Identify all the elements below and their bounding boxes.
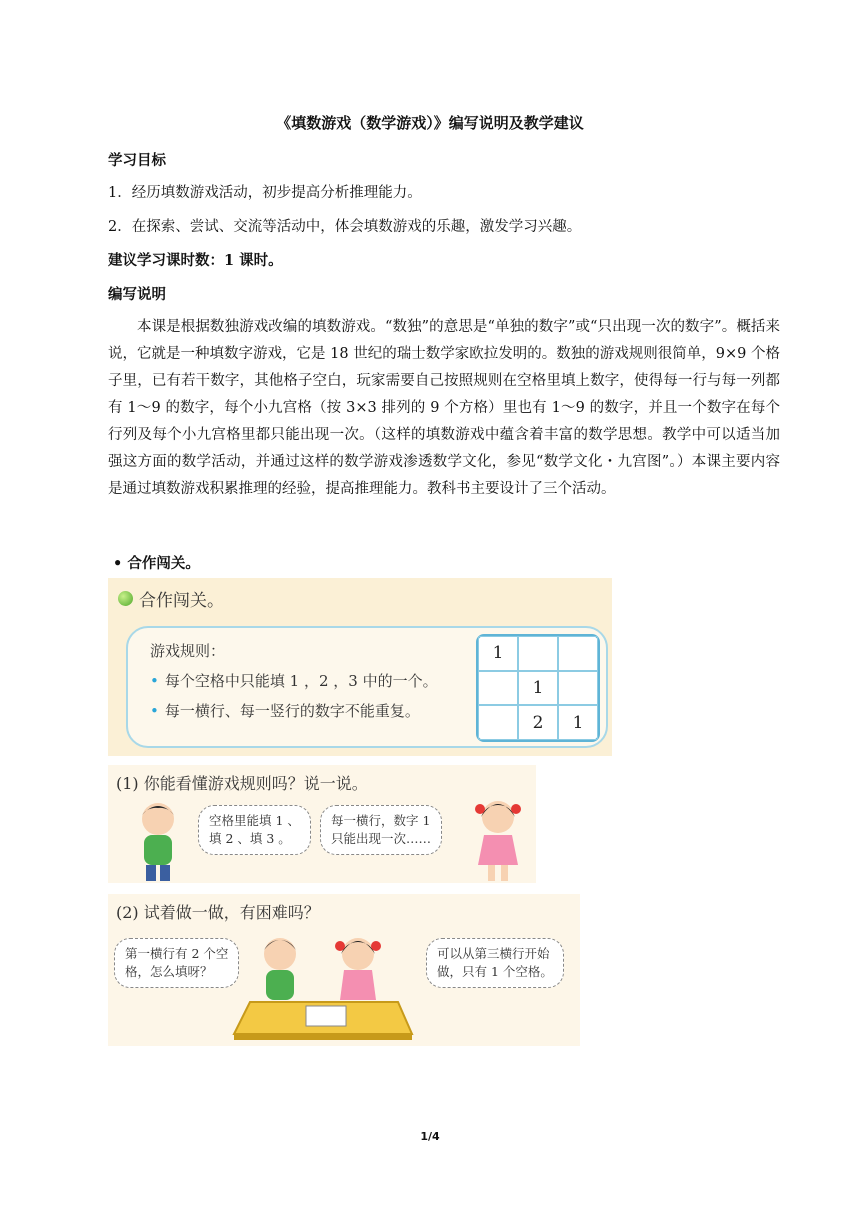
- speech-bubble-right: [426, 938, 564, 988]
- objective-item-2: 2．在探索、尝试、交流等活动中，体会填数游戏的乐趣，激发学习兴趣。: [108, 219, 582, 235]
- grid-cell: 1: [518, 671, 558, 706]
- bubble-line: 每一横行，数字 1: [331, 813, 431, 828]
- rules-box: [126, 626, 608, 748]
- bubble-line: 做，只有 1 个空格。: [437, 964, 553, 979]
- bubble-line: 格，怎么填呀？: [125, 964, 213, 979]
- figure-question-2-panel: [108, 894, 580, 1046]
- boy-illustration: [128, 799, 188, 883]
- grid-cell: [518, 636, 558, 671]
- rules-title: 游戏规则：: [150, 642, 226, 660]
- grid-cell: [558, 671, 598, 706]
- figure-question-1-panel: [108, 765, 536, 883]
- number-grid: [476, 634, 600, 742]
- speech-bubble-left: [114, 938, 239, 988]
- bullet-icon: •: [150, 672, 159, 690]
- figure-heading-text: 合作闯关。: [139, 591, 224, 611]
- rule-item-2: [150, 700, 420, 721]
- rule-item-1-text: 每个空格中只能填 1 ，2 ，3 中的一个。: [164, 672, 438, 690]
- figure-cooperation-panel: [108, 578, 612, 756]
- rule-item-2-text: 每一横行、每一竖行的数字不能重复。: [164, 702, 420, 720]
- page-number: 1/4: [420, 1130, 440, 1143]
- grid-cell: [478, 671, 518, 706]
- bubble-line: 填 2 、填 3 。: [209, 831, 291, 846]
- speech-bubble-left: [198, 805, 311, 855]
- children-at-table-illustration: [228, 922, 418, 1044]
- grid-cell: 1: [558, 705, 598, 740]
- figure-heading: [118, 586, 224, 611]
- bullet-icon: •: [150, 702, 159, 720]
- bubble-line: 第一横行有 2 个空: [125, 946, 229, 961]
- objectives-heading: 学习目标: [108, 152, 166, 169]
- grid-cell: [558, 636, 598, 671]
- bubble-line: 空格里能填 1 、: [209, 813, 300, 828]
- speech-bubble-right: [320, 805, 442, 855]
- grid-cell: 1: [478, 636, 518, 671]
- activity-bullet: • 合作闯关。: [113, 555, 200, 572]
- grid-cell: [478, 705, 518, 740]
- lesson-hours: 建议学习课时数：1 课时。: [108, 252, 283, 269]
- writing-heading: 编写说明: [108, 286, 166, 303]
- question-2: (2) 试着做一做，有困难吗？: [116, 903, 320, 922]
- rule-item-1: [150, 670, 438, 691]
- document-title: 《填数游戏（数学游戏）》编写说明及教学建议: [276, 114, 584, 132]
- writing-paragraph: 本课是根据数独游戏改编的填数游戏。“数独”的意思是“单独的数字”或“只出现一次的数字”。概括来说，它就是一种填数字游戏，它是 18 世纪的瑞士数学家欧拉发明的。数独的游戏规则很简单，9×9 个格子里，已有若干数字，其他格子空白，玩家需要自己按照规则在空格里填上数字，使得每一行与每一列都有 1～9 的数字，每个小九宫格（按 3×3 排列的 9 个方格）里也有 1～9 的数字，并且一个数字在每个行列及每个小九宫格里都只能出现一次。（这样的填数游戏中蕴含着丰富的数学思想。教学中可以适当加强这方面的数学活动，并通过这样的数学游戏渗透数学文化，参见“数学文化・九宫图”。）本课主要内容是通过填数游戏积累推理的经验，提高推理能力。教科书主要设计了三个活动。: [108, 319, 780, 497]
- bubble-line: 可以从第三横行开始: [437, 946, 550, 961]
- question-1: (1) 你能看懂游戏规则吗？说一说。: [116, 774, 368, 793]
- girl-illustration: [466, 795, 530, 883]
- grid-cell: 2: [518, 705, 558, 740]
- green-dot-icon: [118, 591, 133, 606]
- objective-item-1: 1．经历填数游戏活动，初步提高分析推理能力。: [108, 185, 422, 201]
- bubble-line: 只能出现一次……: [331, 831, 432, 846]
